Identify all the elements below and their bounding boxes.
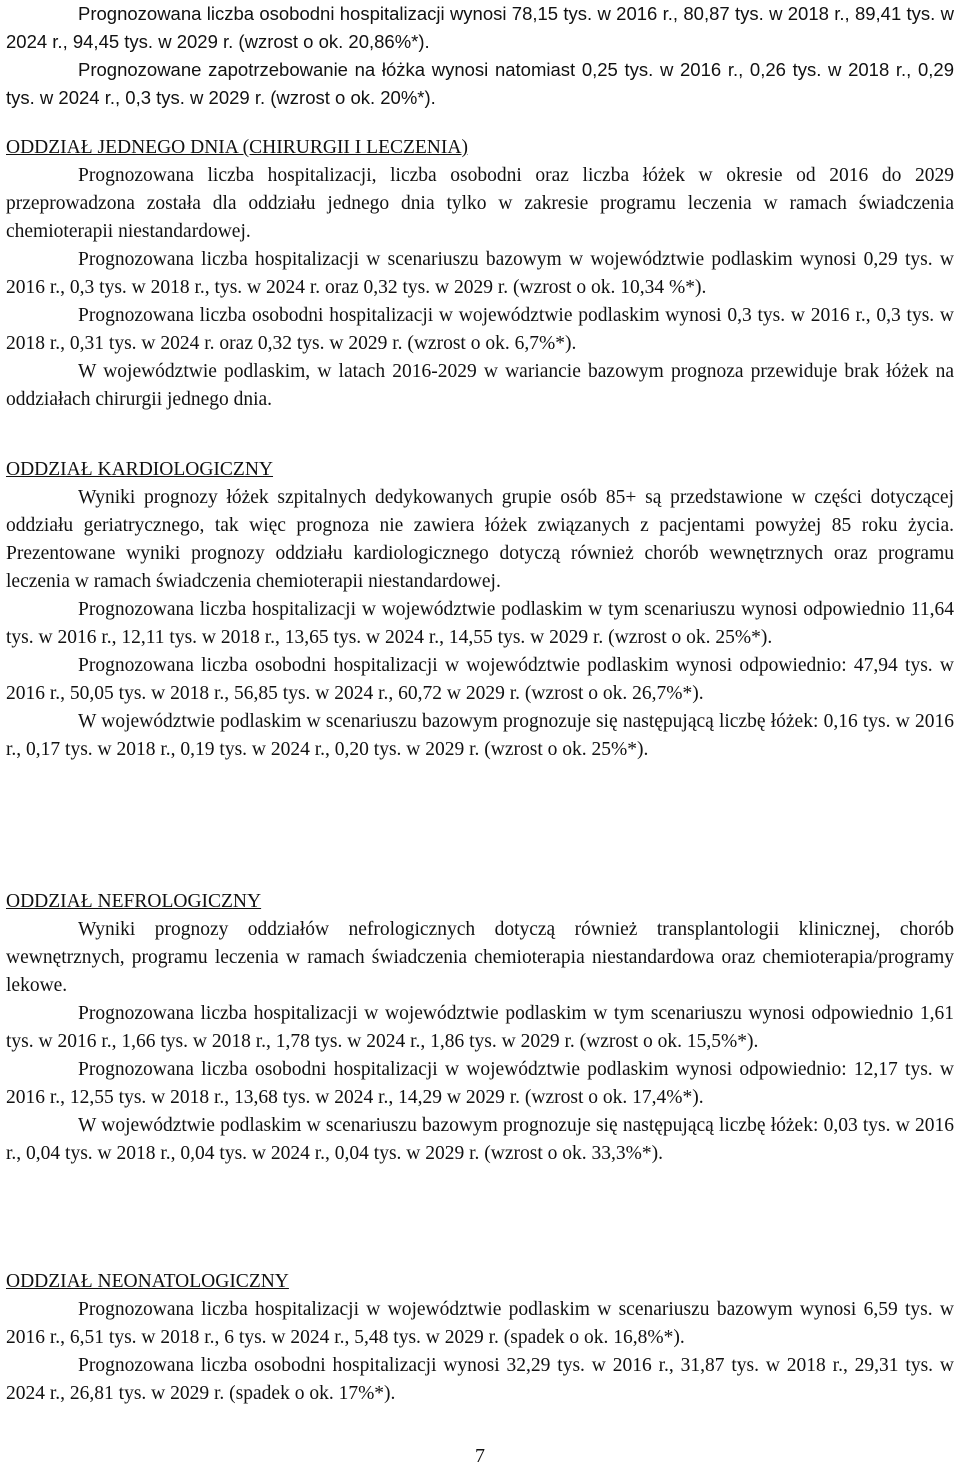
paragraph: Prognozowane zapotrzebowanie na łóżka wynosi natomiast 0,25 tys. w 2016 r., 0,26 tys. w 2018 r., 0,29 tys. w 2024 r., 0,3 tys. w 2029 r. (wzrost o ok. 20%*). — [6, 59, 954, 108]
section-heading: ODDZIAŁ NEFROLOGICZNY — [6, 891, 262, 912]
paragraph: W województwie podlaskim w scenariuszu bazowym prognozuje się następującą liczbę łóżek: 0,16 tys. w 2016 r., 0,17 tys. w 2018 r., 0,19 tys. w 2024 r., 0,20 tys. w 2029 r. (wzrost o ok. 25%*). — [6, 711, 954, 760]
paragraph: Prognozowana liczba hospitalizacji, liczba osobodni oraz liczba łóżek w okresie od 2016 do 2029 przeprowadzona została dla oddziału jednego dnia tylko w zakresie programu leczenia w ramach świadczenia chemioterapii niestandardowej. — [6, 165, 954, 242]
section-oddzial-jednego-dnia — [6, 134, 954, 414]
paragraph: Prognozowana liczba osobodni hospitalizacji w województwie podlaskim wynosi odpowiednio: 12,17 tys. w 2016 r., 12,55 tys. w 2018 r., 13,68 tys. w 2024 r., 14,29 w 2029 r. (wzrost o ok. 17,4%*). — [6, 1059, 954, 1108]
paragraph: W województwie podlaskim, w latach 2016-2029 w wariancie bazowym prognoza przewiduje brak łóżek na oddziałach chirurgii jednego dnia. — [6, 361, 954, 410]
paragraph: Prognozowana liczba osobodni hospitalizacji wynosi 78,15 tys. w 2016 r., 80,87 tys. w 2018 r., 89,41 tys. w 2024 r., 94,45 tys. w 2029 r. (wzrost o ok. 20,86%*). — [6, 3, 954, 52]
paragraph: Prognozowana liczba hospitalizacji w województwie podlaskim w scenariuszu bazowym wynosi 6,59 tys. w 2016 r., 6,51 tys. w 2018 r., 6 tys. w 2024 r., 5,48 tys. w 2029 r. (spadek o ok. 16,8%*). — [6, 1299, 954, 1348]
paragraph: Prognozowana liczba hospitalizacji w scenariuszu bazowym w województwie podlaskim wynosi 0,29 tys. w 2016 r., 0,3 tys. w 2018 r., tys. w 2024 r. oraz 0,32 tys. w 2029 r. (wzrost o ok. 10,34 %*). — [6, 249, 954, 298]
paragraph: Prognozowana liczba hospitalizacji w województwie podlaskim w tym scenariuszu wynosi odpowiednio 11,64 tys. w 2016 r., 12,11 tys. w 2018 r., 13,65 tys. w 2024 r., 14,55 tys. w 2029 r. (wzrost o ok. 25%*). — [6, 599, 954, 648]
paragraph: Prognozowana liczba osobodni hospitalizacji w województwie podlaskim wynosi odpowiednio: 47,94 tys. w 2016 r., 50,05 tys. w 2018 r., 56,85 tys. w 2024 r., 60,72 w 2029 r. (wzrost o ok. 26,7%*). — [6, 655, 954, 704]
section-heading: ODDZIAŁ KARDIOLOGICZNY — [6, 459, 274, 480]
section-oddzial-kardiologiczny — [6, 456, 954, 764]
section-oddzial-nefrologiczny — [6, 888, 954, 1168]
page-number: 7 — [475, 1445, 485, 1467]
paragraph: Wyniki prognozy łóżek szpitalnych dedykowanych grupie osób 85+ są przedstawione w części dotyczącej oddziału geriatrycznego, tak więc prognoza nie zawiera łóżek związanych z pacjentami powyżej 85 roku życia. Prezentowane wyniki prognozy oddziału kardiologicznego dotyczą również chorób wewnętrznych oraz programu leczenia w ramach świadczenia chemioterapii niestandardowej. — [6, 487, 954, 592]
section-oddzial-neonatologiczny — [6, 1268, 954, 1408]
paragraph: Prognozowana liczba osobodni hospitalizacji w województwie podlaskim wynosi 0,3 tys. w 2016 r., 0,3 tys. w 2018 r., 0,31 tys. w 2024 r. oraz 0,32 tys. w 2029 r. (wzrost o ok. 6,7%*). — [6, 305, 954, 354]
section-heading: ODDZIAŁ NEONATOLOGICZNY — [6, 1271, 289, 1292]
intro-block — [6, 0, 954, 112]
paragraph: Prognozowana liczba hospitalizacji w województwie podlaskim w tym scenariuszu wynosi odpowiednio 1,61 tys. w 2016 r., 1,66 tys. w 2018 r., 1,78 tys. w 2024 r., 1,86 tys. w 2029 r. (wzrost o ok. 15,5%*). — [6, 1003, 954, 1052]
paragraph: Prognozowana liczba osobodni hospitalizacji wynosi 32,29 tys. w 2016 r., 31,87 tys. w 2018 r., 29,31 tys. w 2024 r., 26,81 tys. w 2029 r. (spadek o ok. 17%*). — [6, 1355, 954, 1404]
paragraph: W województwie podlaskim w scenariuszu bazowym prognozuje się następującą liczbę łóżek: 0,03 tys. w 2016 r., 0,04 tys. w 2018 r., 0,04 tys. w 2024 r., 0,04 tys. w 2029 r. (wzrost o ok. 33,3%*). — [6, 1115, 954, 1164]
section-heading: ODDZIAŁ JEDNEGO DNIA (CHIRURGII I LECZENIA) — [6, 137, 468, 158]
paragraph: Wyniki prognozy oddziałów nefrologicznych dotyczą również transplantologii klinicznej, chorób wewnętrznych, programu leczenia w ramach świadczenia chemioterapia niestandardowa oraz chemioterapia/programy lekowe. — [6, 919, 954, 996]
